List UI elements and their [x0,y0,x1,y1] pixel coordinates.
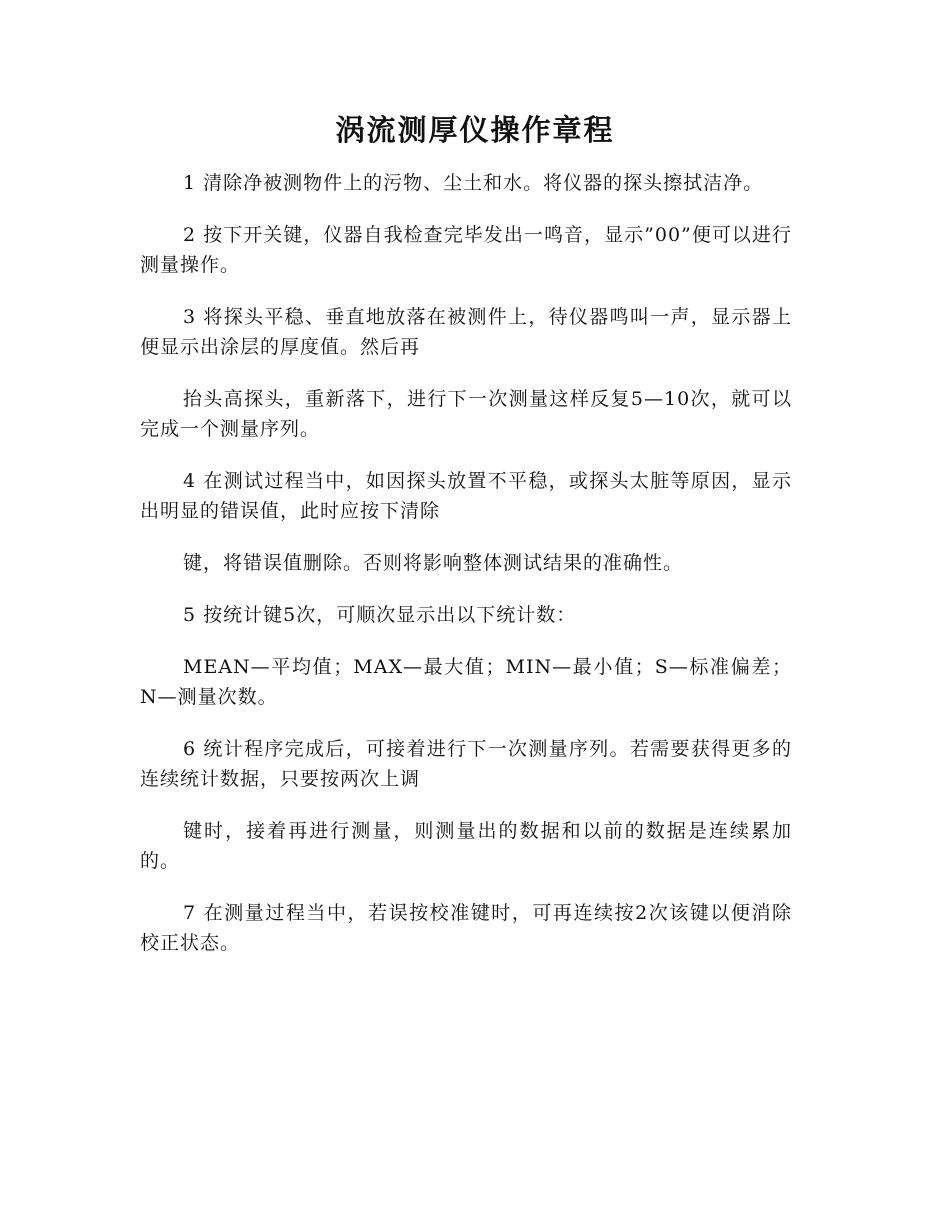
paragraph-5: 5 按统计键5次，可顺次显示出以下统计数： [183,604,577,626]
paragraph-6: 6 统计程序完成后，可接着进行下一次测量序列。若需要获得更多的连续统计数据，只要按两次上调 [140,738,792,790]
statistics-list: MEAN—平均值；MAX—最大值；MIN—最小值；S—标准偏差；N—测量次数。 [140,656,792,708]
document-title: 涡流测厚仪操作章程 [335,113,615,147]
paragraph-4-continued: 键，将错误值删除。否则将影响整体测试结果的准确性。 [183,552,684,574]
paragraph-2: 2 按下开关键，仪器自我检查完毕发出一鸣音，显示”00”便可以进行测量操作。 [140,224,792,276]
paragraph-7: 7 在测量过程当中，若误按校准键时，可再连续按2次该键以便消除校正状态。 [140,902,792,954]
paragraph-4: 4 在测试过程当中，如因探头放置不平稳，或探头太脏等原因，显示出明显的错误值，此时应按下清除 [140,470,792,522]
paragraph-3-continued: 抬头高探头，重新落下，进行下一次测量这样反复5—10次，就可以完成一个测量序列。 [140,388,792,440]
paragraph-6-continued: 键时，接着再进行测量，则测量出的数据和以前的数据是连续累加的。 [140,820,792,872]
paragraph-3: 3 将探头平稳、垂直地放落在被测件上，待仪器鸣叫一声，显示器上便显示出涂层的厚度值。然后再 [140,306,792,358]
document-body [140,168,792,980]
paragraph-1: 1 清除净被测物件上的污物、尘土和水。将仪器的探头擦拭洁净。 [183,172,764,194]
